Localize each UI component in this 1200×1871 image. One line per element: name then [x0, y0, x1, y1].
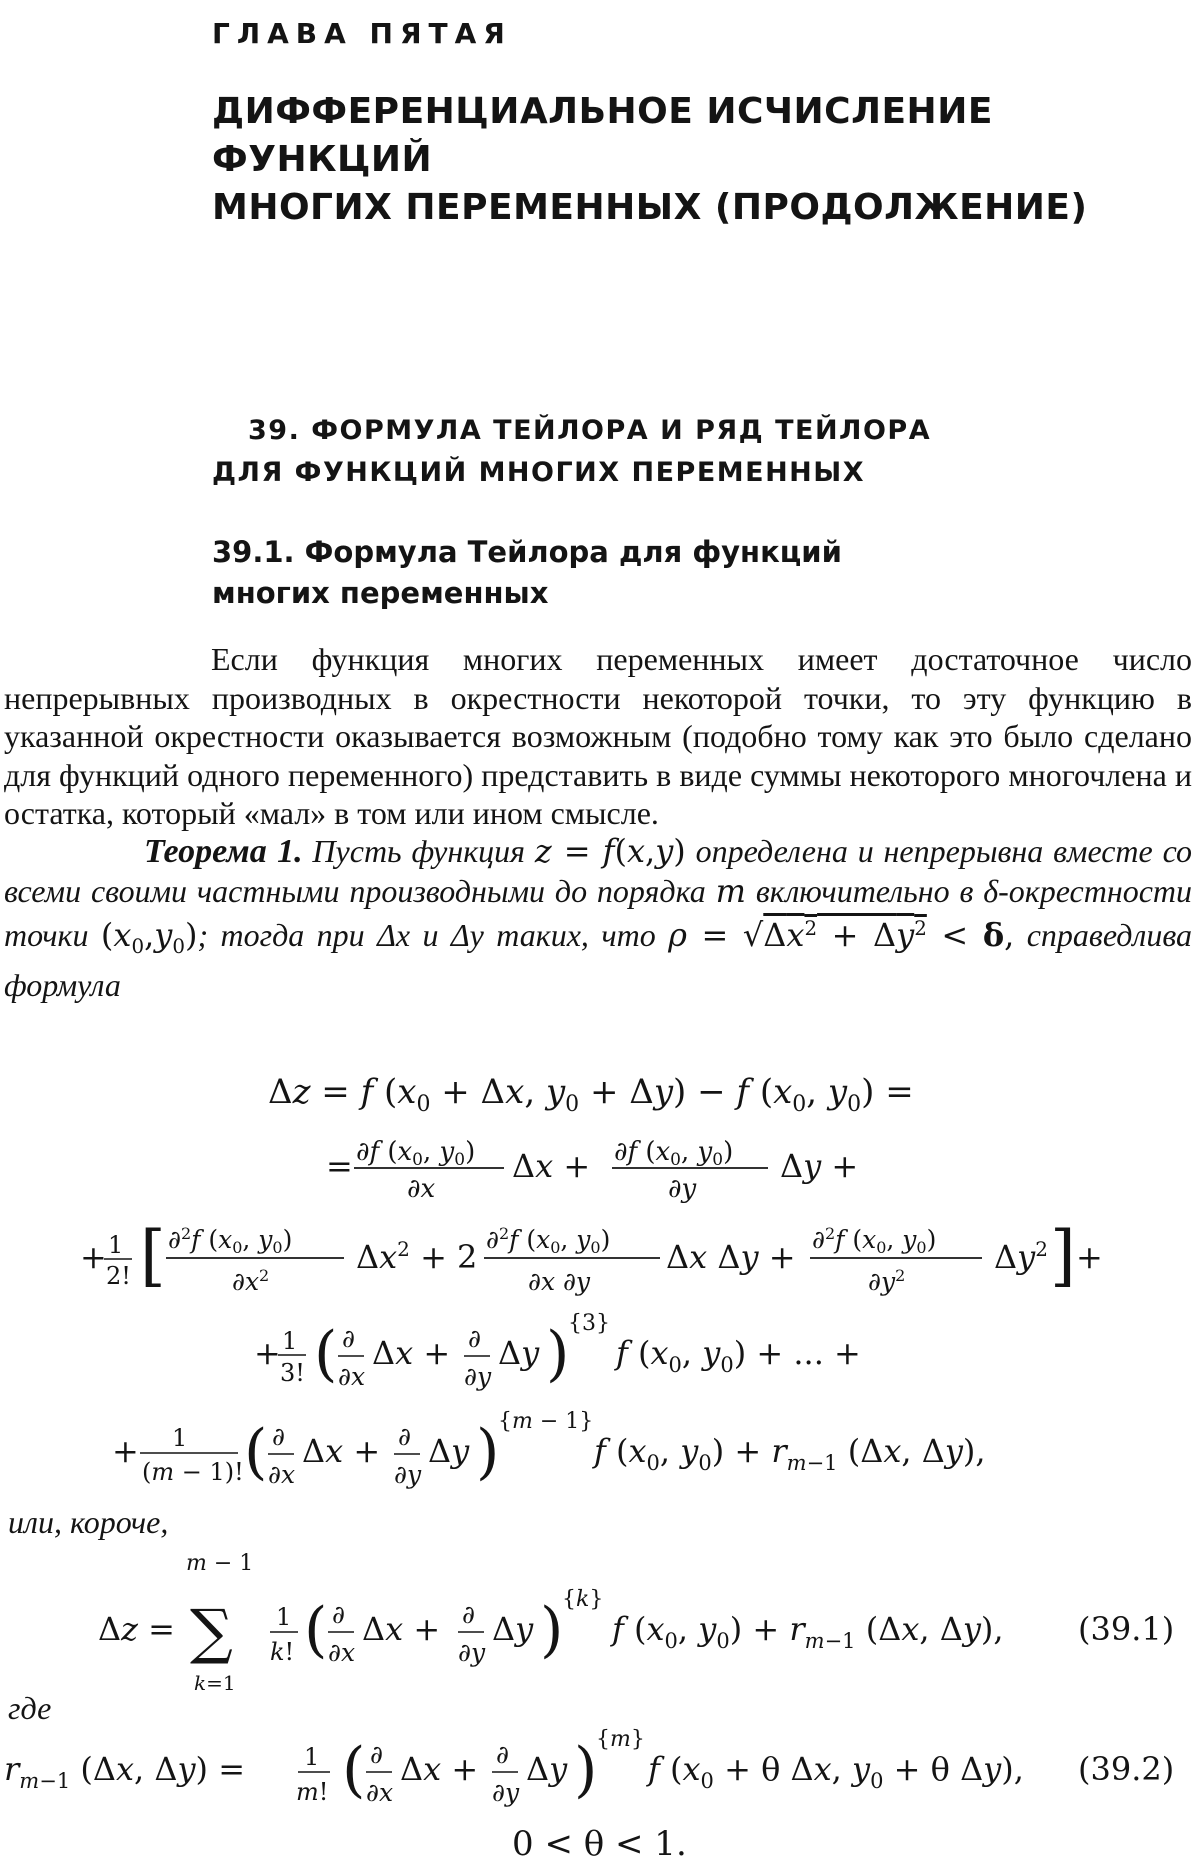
svg-text:∂y: ∂y: [458, 1638, 486, 1667]
svg-text:∂f (x0, y0): ∂f (x0, y0): [614, 1137, 734, 1170]
svg-text:): ): [574, 1735, 598, 1805]
svg-text:∂x ∂y: ∂x ∂y: [528, 1267, 591, 1296]
svg-text:(m − 1)!: (m − 1)!: [142, 1458, 244, 1486]
svg-text:): ): [540, 1595, 564, 1665]
svg-text:+: +: [254, 1334, 281, 1372]
svg-text:∂x: ∂x: [338, 1362, 366, 1391]
svg-text:∂y: ∂y: [464, 1362, 492, 1391]
svg-text:∂y: ∂y: [394, 1460, 422, 1489]
theorem-rho-expr: $\rho = √\Delta x^2 + \Delta y^2 < \delta$,: [668, 915, 1015, 954]
svg-text:∂: ∂: [398, 1422, 411, 1451]
svg-text:∂: ∂: [332, 1600, 345, 1629]
svg-text:Δy2: $\Delta y^2$: [994, 1237, 1048, 1276]
equation-line-1: [268, 1072, 914, 1117]
svg-text:∂x: ∂x: [328, 1638, 356, 1667]
theorem-point: $(x_0,y_0)$: [100, 915, 198, 958]
svg-text:m − 1: m − 1: [186, 1551, 254, 1576]
svg-text:1: 1: [282, 1327, 298, 1355]
equation-line-2: [326, 1137, 858, 1204]
section-title-line-2: ДЛЯ ФУНКЦИЙ МНОГИХ ПЕРЕМЕННЫХ: [212, 457, 866, 488]
theorem-text-a: Пусть функция: [302, 833, 535, 869]
svg-text:∂: ∂: [462, 1600, 475, 1629]
svg-text:(: (: [244, 1417, 268, 1487]
section-title-line-1: 39. ФОРМУЛА ТЕЙЛОРА И РЯД ТЕЙЛОРА: [248, 415, 932, 446]
svg-text:m!: m!: [296, 1778, 329, 1806]
theorem-text-d: ; тогда при Δx и Δy таких, что: [197, 916, 669, 953]
svg-text:{k}: {k}: [562, 1587, 604, 1612]
svg-text:Δy: Δy: [498, 1334, 540, 1372]
svg-text:{3}: {3}: [568, 1311, 610, 1336]
svg-text:k=1: k=1: [194, 1671, 236, 1695]
svg-text:Δx2 + 2: $\Delta x^2 + 2$: [356, 1237, 478, 1276]
svg-text:k!: k!: [270, 1638, 295, 1666]
equation-line-4: [254, 1311, 861, 1391]
svg-text:∂: ∂: [342, 1324, 355, 1353]
svg-text:∂x: ∂x: [407, 1174, 436, 1204]
svg-text:∂x2: $\partial x^2$: [232, 1266, 270, 1296]
svg-text:1: 1: [108, 1231, 124, 1259]
svg-text:∂y: ∂y: [492, 1778, 520, 1807]
svg-text:{m − 1}: {m − 1}: [498, 1409, 594, 1434]
equation-label-39-1: (39.1): [1078, 1610, 1175, 1648]
svg-text:Δy: Δy: [492, 1610, 534, 1648]
svg-text:∂: ∂: [370, 1740, 383, 1769]
svg-text:f (x0, y0) + ... +: f ($x_0$, $y_0$) + ... +: [616, 1334, 861, 1377]
svg-text:Δx +: Δx +: [302, 1432, 381, 1470]
svg-text:f (x0, y0) + rm−1 (Δx, Δy),: f ($x_0$, $y_0) + r_m-1$ (Δx, Δy),: [612, 1610, 1004, 1653]
svg-text:(: (: [314, 1319, 338, 1389]
svg-text:{m}: {m}: [596, 1727, 645, 1752]
svg-text:rm−1 (Δx, Δy) =: $r_m-1$ (Δx, Δy) =: [4, 1750, 245, 1793]
theorem-name: Теорема 1.: [144, 833, 303, 870]
svg-text:Δx +: Δx +: [372, 1334, 451, 1372]
svg-text:=: =: [326, 1147, 353, 1185]
intro-paragraph: Если функция многих переменных имеет достаточное число непрерывных производных в окрестности некоторой точки, то эту функцию в указанной окрестности оказывается возможным (подобно тому как это было сделано для функций одного переменного) представить в виде суммы некоторого многочлена и остатка, который «мал» в том или ином смысле.: [4, 641, 1192, 831]
theta-condition: 0 < θ < 1.: [512, 1824, 687, 1864]
svg-text:]: ]: [1050, 1217, 1076, 1294]
svg-text:∂2f (x0, y0): ∂$^2$f ($x_0$, $y_0$): [812, 1224, 937, 1257]
svg-text:(: (: [304, 1595, 328, 1665]
svg-text:(: (: [342, 1735, 366, 1805]
svg-text:Δx +: Δx +: [400, 1750, 479, 1788]
equation-line-3: [80, 1217, 1103, 1296]
theorem-text-e: справедлива формула: [4, 916, 1193, 1004]
chapter-title-line-1: ДИФФЕРЕНЦИАЛЬНОЕ ИСЧИСЛЕНИЕ ФУНКЦИЙ: [212, 91, 993, 180]
svg-text:∂: ∂: [468, 1324, 481, 1353]
svg-text:∂f (x0, y0): ∂f (x0, y0): [356, 1137, 476, 1170]
svg-text:Δx +: Δx +: [512, 1147, 591, 1185]
svg-text:+: +: [1076, 1238, 1103, 1276]
chapter-label: ГЛАВА ПЯТАЯ: [212, 17, 512, 50]
svg-text:Δx Δy +: Δx Δy +: [666, 1238, 796, 1276]
svg-text:f (x0, y0) + rm−1 (Δx, Δy),: f ($x_0$, $y_0) + r_m-1$ (Δx, Δy),: [594, 1432, 986, 1475]
svg-text:[: [: [140, 1217, 166, 1294]
svg-text:∂y: ∂y: [668, 1174, 697, 1204]
svg-text:Δy +: Δy +: [780, 1147, 859, 1185]
svg-text:∂2f (x0, y0): ∂$^2$f ($x_0$, $y_0$): [486, 1224, 611, 1257]
svg-text:): ): [546, 1319, 570, 1389]
svg-text:∂2f (x0, y0): ∂$^2$f ($x_0$, $y_0$): [168, 1224, 293, 1257]
subsection-title-line-2: многих переменных: [212, 576, 549, 610]
svg-text:∂x: ∂x: [268, 1460, 296, 1489]
svg-text:∂x: ∂x: [366, 1778, 394, 1807]
svg-text:): ): [476, 1417, 500, 1487]
svg-text:Δx +: Δx +: [362, 1610, 441, 1648]
svg-text:f (x0 + θ Δx, y0 + θ Δy),: f ($x_0 + \theta$ Δx, $y_0 + \theta$ Δy),: [648, 1750, 1024, 1793]
subsection-title-line-1: 39.1. Формула Тейлора для функций: [212, 535, 842, 569]
equation-39-2: [4, 1727, 1174, 1807]
svg-text:Δy: Δy: [526, 1750, 568, 1788]
svg-text:∂y2: $\partial y^2$: [868, 1266, 906, 1296]
theorem-function-expr: z = f(x,y): [534, 832, 686, 870]
svg-text:1: 1: [172, 1424, 188, 1452]
svg-text:Δz = f (x0 + Δx, y0 + Δy) − f: Δz = f ($x_0 + \Delta x$, $y_0 + \Delta y) - f$ ($x_0$, $y_0$) =: [268, 1072, 914, 1117]
svg-text:∂: ∂: [272, 1422, 285, 1451]
svg-text:2!: 2!: [106, 1262, 131, 1290]
svg-text:1: 1: [276, 1603, 292, 1631]
theorem-order-m: m: [715, 871, 746, 910]
chapter-title-line-2: МНОГИХ ПЕРЕМЕННЫХ (ПРОДОЛЖЕНИЕ): [212, 187, 1088, 228]
svg-text:Δz =: Δz =: [98, 1610, 175, 1648]
theorem-text-b: определена и непрерывна вместе со всеми своими частными производными до порядка: [4, 833, 1193, 909]
or-shorter-text: или, короче,: [8, 1504, 169, 1540]
equation-label-39-2: (39.2): [1078, 1750, 1175, 1788]
svg-text:∂: ∂: [496, 1740, 509, 1769]
where-text: где: [8, 1690, 52, 1726]
equation-39-1: [98, 1551, 1174, 1695]
svg-text:Δy: Δy: [428, 1432, 470, 1470]
equation-line-5: [112, 1409, 986, 1489]
svg-text:+: +: [80, 1238, 107, 1276]
svg-text:3!: 3!: [280, 1359, 305, 1387]
theorem-text-c: включительно в δ-окрестности точки: [4, 872, 1193, 953]
svg-text:+: +: [112, 1432, 139, 1470]
svg-text:1: 1: [304, 1743, 320, 1771]
svg-text:∑: ∑: [190, 1597, 233, 1667]
